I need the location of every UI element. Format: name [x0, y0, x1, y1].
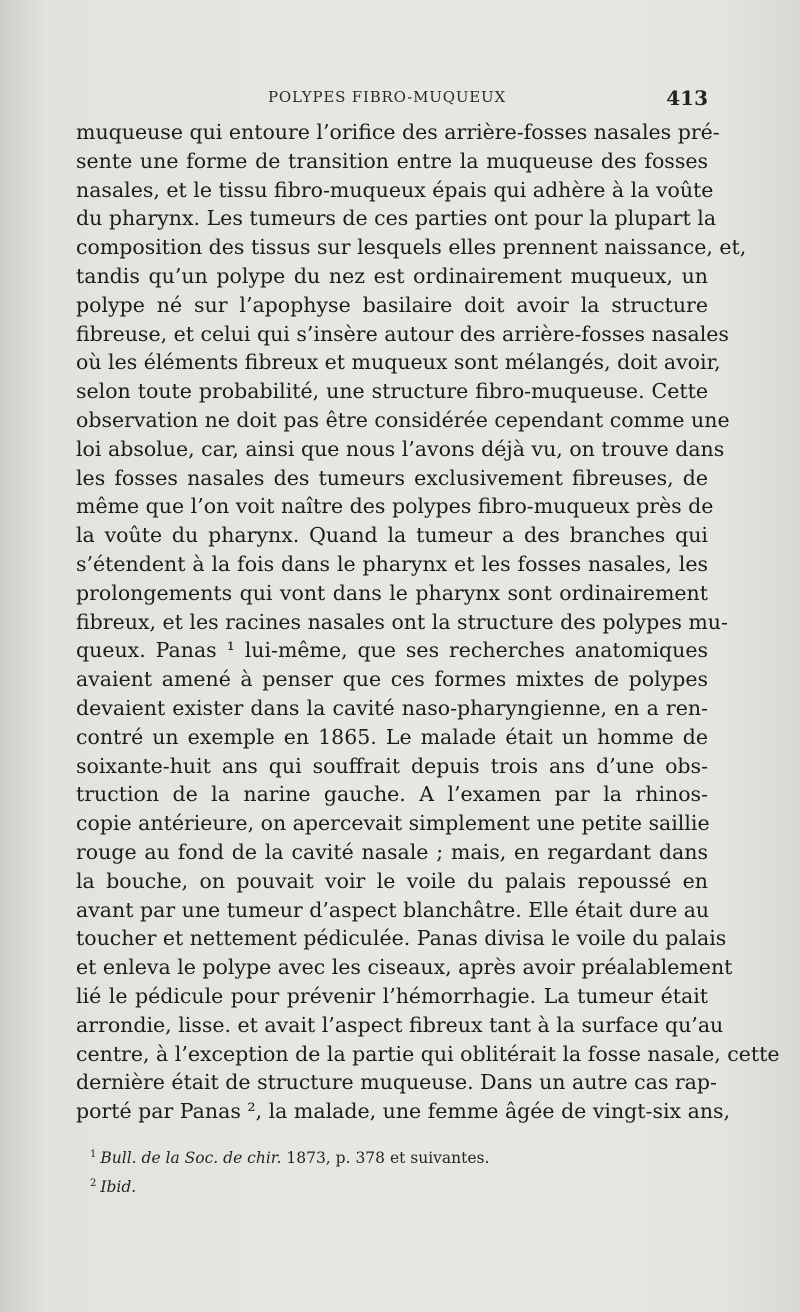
footnote-marker: 1 [90, 1149, 97, 1160]
text-line: rouge au fond de la cavité nasale ; mais, en regardant dans [76, 839, 708, 864]
text-line: s’étendent à la fois dans le pharynx et les fosses nasales, les [76, 551, 708, 576]
text-line: sente une forme de transition entre la muqueuse des fosses [76, 148, 708, 173]
page-number: 413 [666, 86, 708, 110]
footnote-source-title: Ibid. [100, 1178, 137, 1197]
text-line: même que l’on voit naître des polypes fibro-muqueux près de [76, 494, 714, 519]
footnote-source-detail: 1873, p. 378 et suivantes. [281, 1149, 490, 1168]
footnote-source-title: Bull. de la Soc. de chir. [100, 1149, 282, 1168]
text-line: queux. Panas ¹ lui-même, que ses recherches anatomiques [76, 638, 708, 663]
text-line: où les éléments fibreux et muqueux sont mélangés, doit avoir, [76, 350, 721, 375]
text-line: la bouche, on pouvait voir le voile du palais repoussé en [76, 868, 708, 893]
text-line: copie antérieure, on apercevait simplement une petite saillie [76, 811, 710, 836]
footnotes [90, 1142, 690, 1200]
text-line: tandis qu’un polype du nez est ordinairement muqueux, un [76, 263, 708, 288]
text-line: toucher et nettement pédiculée. Panas divisa le voile du palais [76, 926, 727, 951]
text-line: lié le pédicule pour prévenir l’hémorrhagie. La tumeur était [76, 983, 708, 1008]
text-line: composition des tissus sur lesquels elles prennent naissance, et, [76, 235, 747, 260]
footnote-marker: 2 [90, 1178, 97, 1190]
text-line: contré un exemple en 1865. Le malade était un homme de [76, 724, 708, 749]
text-line: porté par Panas ², la malade, une femme âgée de vingt-six ans, [76, 1099, 731, 1124]
text-line: truction de la narine gauche. A l’examen par la rhinos- [76, 782, 708, 807]
text-line: devaient exister dans la cavité naso-pharyngienne, en a ren- [76, 695, 708, 720]
text-line: polype né sur l’apophyse basilaire doit avoir la structure [76, 292, 708, 317]
text-line: selon toute probabilité, une structure fibro-muqueuse. Cette [76, 379, 708, 404]
text-line: soixante-huit ans qui souffrait depuis trois ans d’une obs- [76, 753, 708, 778]
text-line: loi absolue, car, ainsi que nous l’avons déjà vu, on trouve dans [76, 436, 725, 461]
text-line: prolongements qui vont dans le pharynx sont ordinairement [76, 580, 708, 605]
text-line: nasales, et le tissu fibro-muqueux épais qui adhère à la voûte [76, 177, 714, 202]
text-line: et enleva le polype avec les ciseaux, après avoir préalablement [76, 955, 733, 980]
text-line: avant par une tumeur d’aspect blanchâtre. Elle était dure au [76, 897, 710, 922]
footnote-2 [90, 1171, 690, 1200]
footnote-1 [90, 1142, 690, 1171]
text-line: arrondie, lisse. et avait l’aspect fibreux tant à la surface qu’au [76, 1012, 724, 1037]
text-line: dernière était de structure muqueuse. Dans un autre cas rap- [76, 1070, 717, 1095]
body-text [76, 118, 780, 1126]
text-line: muqueuse qui entoure l’orifice des arrière-fosses nasales pré- [76, 120, 720, 144]
text-line: fibreuse, et celui qui s’insère autour des arrière-fosses nasales [76, 321, 729, 346]
text-line: centre, à l’exception de la partie qui oblitérait la fosse nasale, cette [76, 1041, 780, 1066]
text-line: avaient amené à penser que ces formes mixtes de polypes [76, 667, 708, 692]
text-line: observation ne doit pas être considérée cependant comme une [76, 407, 730, 432]
text-line: les fosses nasales des tumeurs exclusivement fibreuses, de [76, 465, 708, 490]
running-title: POLYPES FIBRO-MUQUEUX [268, 88, 506, 106]
text-line: du pharynx. Les tumeurs de ces parties ont pour la plupart la [76, 206, 717, 231]
text-line: fibreux, et les racines nasales ont la structure des polypes mu- [76, 609, 728, 634]
text-line: la voûte du pharynx. Quand la tumeur a des branches qui [76, 523, 708, 548]
running-header [76, 86, 708, 112]
